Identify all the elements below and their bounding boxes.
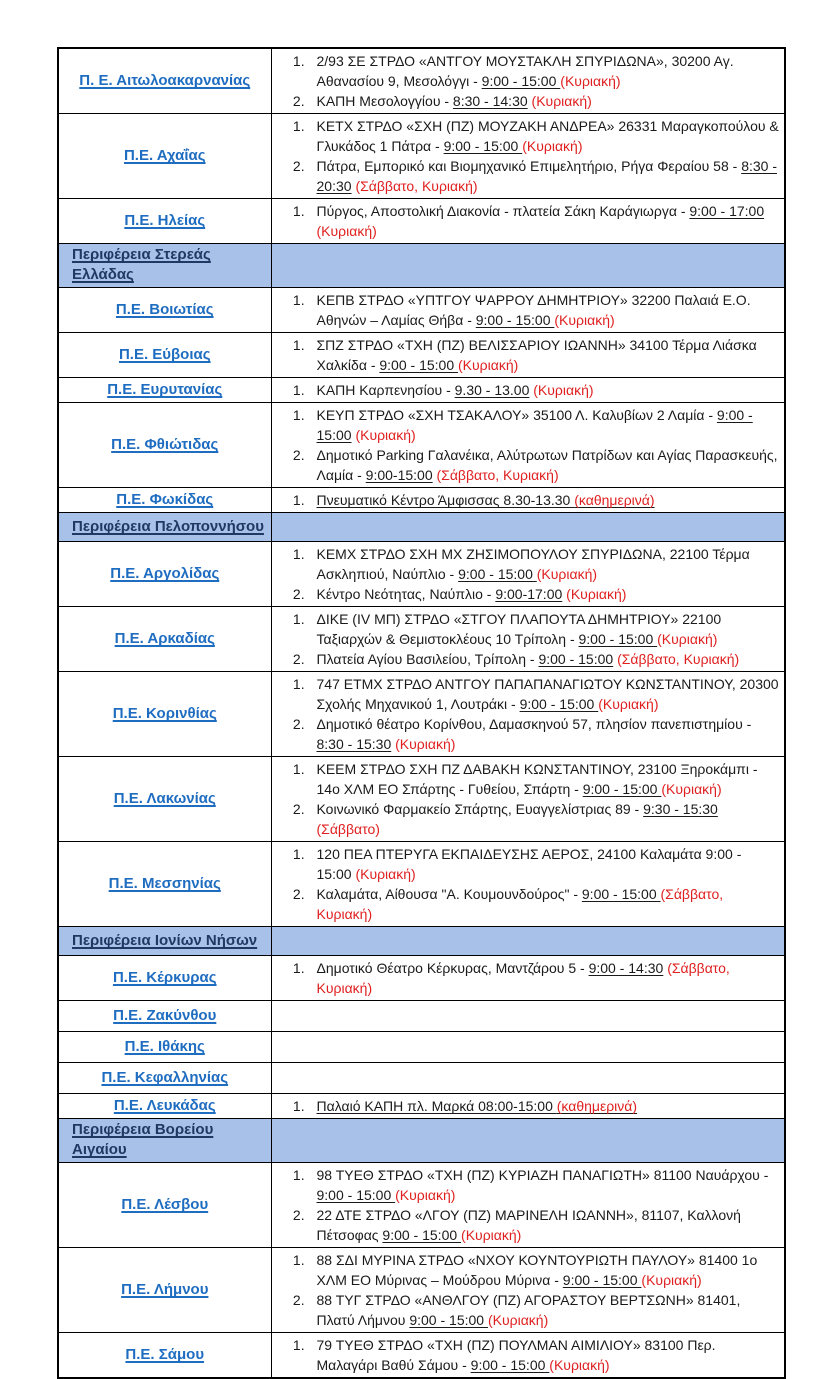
location-item [309,445,781,485]
region-row [58,1333,785,1379]
location-address-text: 22 ΔΤΕ ΣΤΡΔΟ «ΛΓΟΥ (ΠΖ) ΜΑΡΙΝΕΛΗ ΙΩΑΝΝΗ», 81107, Καλλονή Πέτσοφας [316,1207,741,1243]
region-name-label: Π.Ε. Κέρκυρας [112,969,217,986]
locations-list [272,1250,781,1330]
locations-list [272,958,781,998]
location-address-text: Δημοτικό Parking Γαλανέικα, Αλύτρωτων Πατρίδων και Αγίας Παρασκευής, Λαμία - [316,447,778,483]
location-hours-text: 9:00 - 15:00 [382,1227,462,1243]
region-name-label: Π.Ε. Ευρυτανίας [107,381,223,398]
region-name-cell [58,956,271,1001]
region-name-label: Π.Ε. Μεσσηνίας [108,875,221,892]
location-hours-text: 9:30 - 15:30 [643,801,718,817]
location-hours-text: 9:00 - 15:00 [481,73,561,89]
locations-cell [271,1001,785,1032]
location-item [309,649,781,669]
region-group-header-label: Περιφέρεια Βορείου Αιγαίου [72,1121,214,1158]
location-item [309,759,781,799]
region-row [58,114,785,199]
region-group-header-cell [58,244,271,288]
location-item [309,1335,781,1375]
region-row [58,488,785,513]
region-name-label: Π.Ε. Αργολίδας [110,565,220,582]
region-name-cell [58,757,271,842]
region-row [58,199,785,244]
location-address-text: Καλαμάτα, Αίθουσα "Α. Κουμουνδούρος" - [316,886,582,902]
region-name-cell [58,1248,271,1333]
location-days-text: (Κυριακή) [487,1312,549,1328]
location-item [309,674,781,714]
location-address-text: ΔΙΚΕ (ΙV ΜΠ) ΣΤΡΔΟ «ΣΤΓΟΥ ΠΛΑΠΟΥΤΑ ΔΗΜΗΤΡΙΟΥ» 22100 Ταξιαρχών & Θεμιστοκλέους 10 Τρίπολη - [316,611,722,647]
locations-list [272,759,781,839]
locations-cell [271,48,785,114]
locations-list [272,674,781,754]
region-row [58,1001,785,1032]
location-address-text: ΚΕΕΜ ΣΤΡΔΟ ΣΧΗ ΠΖ ΔΑΒΑΚΗ ΚΩΝΣΤΑΝΤΙΝΟΥ, 23100 Ξηροκάμπι - 14ο ΧΛΜ ΕΟ Σπάρτης - Γυθείου, Σπάρτη - [316,761,758,797]
locations-list [272,1096,781,1116]
locations-cell [271,1094,785,1119]
location-hours-text: 8:30 - 14:30 [452,93,528,109]
location-item [309,1165,781,1205]
region-row [58,1163,785,1248]
locations-cell [271,114,785,199]
location-item [309,799,781,839]
region-name-label: Π.Ε. Ζακύνθου [113,1007,217,1024]
location-days-text: (Κυριακή) [536,566,598,582]
locations-list [272,544,781,604]
locations-list [272,380,781,400]
location-hours-text: Πνευματικό Κέντρο Άμφισσας 8.30-13.30 [316,492,575,508]
location-hours-text: 9:00 - 15:00 [443,138,523,154]
locations-cell [271,956,785,1001]
location-hours-text: 9:00 - 15:00 [316,407,753,443]
region-name-cell [58,199,271,244]
location-days-text: (Κυριακή) [458,357,519,373]
schedule-table-body [58,48,785,1378]
location-days-text: (Κυριακή) [395,1187,456,1203]
locations-list [272,335,781,375]
location-item [309,844,781,884]
location-days-text: (Σάββατο, Κυριακή) [316,960,730,996]
locations-cell [271,1163,785,1248]
region-group-header-label: Περιφέρεια Πελοποννήσου [72,517,264,535]
region-name-label: Π.Ε. Σάμου [125,1346,205,1363]
location-item [309,1205,781,1245]
location-address-text: Δημοτικό Θέατρο Κέρκυρας, Μαντζάρου 5 - [316,960,589,976]
locations-list [272,490,781,510]
location-address-text: Δημοτικό θέατρο Κορίνθου, Δαμασκηνού 57, πλησίον πανεπιστημίου - [316,716,752,732]
region-name-label: Π.Ε. Φθιώτιδας [111,436,219,453]
location-days-text: (Σάββατο, Κυριακή) [355,178,478,194]
region-name-label: Π.Ε. Κορινθίας [112,705,217,722]
location-days-text: (Κυριακή) [316,223,377,239]
location-address-text: 120 ΠΕΑ ΠΤΕΡΥΓΑ ΕΚΠΑΙΔΕΥΣΗΣ ΑΕΡΟΣ, 24100 Καλαμάτα 9:00 - 15:00 [316,846,742,882]
locations-list [272,1335,781,1375]
region-name-label: Π.Ε. Λακωνίας [113,790,216,807]
location-address-text: Κοινωνικό Φαρμακείο Σπάρτης, Ευαγγελίστριας 89 - [316,801,644,817]
location-item [309,405,781,445]
location-days-text: (Κυριακή) [549,1357,610,1373]
location-item [309,51,781,91]
region-group-header-cell [58,927,271,956]
region-row [58,842,785,927]
locations-list [272,844,781,924]
location-item [309,156,781,196]
location-hours-text: Παλαιό ΚΑΠΗ πλ. Μαρκά 08:00-15:00 [316,1098,557,1114]
region-name-cell [58,1333,271,1379]
schedule-table [57,47,786,1379]
location-days-text: (Κυριακή) [598,696,659,712]
location-hours-text: 9:00 - 15:00 [475,312,555,328]
location-address-text: 88 ΣΔΙ ΜΥΡΙΝΑ ΣΤΡΔΟ «ΝΧΟΥ ΚΟΥΝΤΟΥΡΙΩΤΗ ΠΑΥΛΟΥ» 81400 1ο ΧΛΜ ΕΟ Μύρινας – Μούδρου Μύρινα - [316,1252,758,1288]
region-group-header-row [58,513,785,542]
location-days-text: (Κυριακή) [522,138,583,154]
location-hours-text: 9:00 - 15:00 [562,1272,642,1288]
location-hours-text: 9:00 - 15:00 [458,566,537,582]
region-name-cell [58,488,271,513]
location-hours-text: 9:00-15:00 [365,467,433,483]
location-item [309,544,781,584]
region-group-header-spacer-cell [271,1119,785,1163]
region-group-header-row [58,927,785,956]
region-name-cell [58,1094,271,1119]
locations-cell [271,378,785,403]
location-item [309,490,781,510]
region-name-cell [58,542,271,607]
location-days-text: (καθημερινά) [574,492,655,508]
region-name-cell [58,333,271,378]
location-address-text: 88 ΤΥΓ ΣΤΡΔΟ «ΑΝΘΛΓΟΥ (ΠΖ) ΑΓΟΡΑΣΤΟΥ ΒΕΡΤΣΩΝΗ» 81401, Πλατύ Λήμνου [316,1292,741,1328]
location-days-text: (Κυριακή) [533,382,594,398]
region-name-label: Π.Ε. Λευκάδας [113,1097,216,1114]
location-item [309,884,781,924]
region-group-header-row [58,1119,785,1163]
location-days-text: (Σάββατο) [316,821,380,837]
location-days-text: (Κυριακή) [641,1272,702,1288]
region-row [58,757,785,842]
location-address-text: ΚΕΥΠ ΣΤΡΔΟ «ΣΧΗ ΤΣΑΚΑΛΟΥ» 35100 Λ. Καλυβίων 2 Λαμία - [316,407,717,423]
region-row [58,1032,785,1063]
location-address-text: 2/93 ΣΕ ΣΤΡΔΟ «ΑΝΤΓΟΥ ΜΟΥΣΤΑΚΛΗ ΣΠΥΡΙΔΩΝΑ», 30200 Αγ. Αθανασίου 9, Μεσολόγγι - [316,53,734,89]
location-hours-text: 9:00 - 17:00 [689,203,765,219]
region-name-label: Π.Ε. Ιθάκης [124,1038,205,1055]
locations-cell [271,1248,785,1333]
location-days-text: (Σάββατο, Κυριακή) [617,651,740,667]
locations-cell [271,333,785,378]
region-row [58,1094,785,1119]
location-days-text: (Κυριακή) [661,781,722,797]
region-row [58,672,785,757]
location-days-text: (Κυριακή) [657,631,718,647]
region-name-label: Π.Ε. Κεφαλληνίας [101,1069,229,1086]
location-days-text: (Κυριακή) [560,73,621,89]
region-group-header-label: Περιφέρεια Ιονίων Νήσων [72,931,258,949]
locations-list [272,609,781,669]
location-hours-text: 9:00 - 14:30 [588,960,664,976]
region-row [58,378,785,403]
location-item [309,1096,781,1116]
location-item [309,958,781,998]
location-address-text: 747 ΕΤΜΧ ΣΤΡΔΟ ΑΝΤΓΟΥ ΠΑΠΑΠΑΝΑΓΙΩΤΟΥ ΚΩΝΣΤΑΝΤΙΝΟΥ, 20300 Σχολής Μηχανικού 1, Λουτράκι - [316,676,779,712]
locations-list [272,116,781,196]
location-address-text: Πλατεία Αγίου Βασιλείου, Τρίπολη - [316,651,539,667]
location-item [309,201,781,241]
location-item [309,609,781,649]
location-days-text: (Κυριακή) [395,736,456,752]
region-name-label: Π.Ε. Λήμνου [121,1281,209,1298]
region-row [58,607,785,672]
location-hours-text: 9:00 - 15:00 [582,781,662,797]
location-days-text: (Σάββατο, Κυριακή) [316,886,724,922]
region-group-header-label: Περιφέρεια Στερεάς Ελλάδας [72,246,211,283]
region-name-label: Π.Ε. Ηλείας [124,212,206,229]
region-name-cell [58,114,271,199]
region-name-cell [58,1063,271,1094]
location-days-text: (καθημερινά) [556,1098,638,1114]
location-days-text: (Κυριακή) [355,427,416,443]
locations-cell [271,757,785,842]
region-name-label: Π.Ε. Εύβοιας [118,346,211,363]
location-address-text: ΚΑΠΗ Καρπενησίου - [316,382,455,398]
region-group-header-row [58,244,785,288]
location-item [309,91,781,111]
location-address-text: ΚΑΠΗ Μεσολογγίου - [316,93,453,109]
location-address-text: 79 ΤΥΕΘ ΣΤΡΔΟ «ΤΧΗ (ΠΖ) ΠΟΥΛΜΑΝ ΑΙΜΙΛΙΟΥ» 83100 Περ. Μαλαγάρι Βαθύ Σάμου - [316,1337,716,1373]
location-item [309,584,781,604]
location-item [309,335,781,375]
locations-list [272,290,781,330]
locations-cell [271,542,785,607]
location-item [309,1290,781,1330]
locations-list [272,1165,781,1245]
locations-cell [271,1032,785,1063]
region-name-cell [58,607,271,672]
location-hours-text: 9:00 - 15:00 [519,696,599,712]
region-name-label: Π.Ε. Λέσβου [121,1196,209,1213]
region-name-cell [58,1163,271,1248]
region-group-header-cell [58,513,271,542]
location-hours-text: 9:00 - 15:00 [470,1357,550,1373]
location-address-text: ΚΕΠΒ ΣΤΡΔΟ «ΥΠΤΓΟΥ ΨΑΡΡΟΥ ΔΗΜΗΤΡΙΟΥ» 32200 Παλαιά Ε.Ο. Αθηνών – Λαμίας Θήβα - [316,292,751,328]
region-name-cell [58,1001,271,1032]
location-hours-text: 9:00-17:00 [495,586,563,602]
location-hours-text: 9:00 - 15:00 [578,631,658,647]
locations-cell [271,1063,785,1094]
location-days-text: (Κυριακή) [566,586,627,602]
location-hours-text: 9:00 - 15:00 [538,651,614,667]
location-address-text: Κέντρο Νεότητας, Ναύπλιο - [316,586,496,602]
location-address-text: ΚΕΜΧ ΣΤΡΔΟ ΣΧΗ ΜΧ ΖΗΣΙΜΟΠΟΥΛΟΥ ΣΠΥΡΙΔΩΝΑ, 22100 Τέρμα Ασκληπιού, Ναύπλιο - [316,546,750,582]
locations-cell [271,842,785,927]
location-days-text: (Σάββατο, Κυριακή) [436,467,559,483]
region-group-header-cell [58,1119,271,1163]
region-group-header-spacer-cell [271,244,785,288]
region-row [58,1063,785,1094]
location-address-text: ΚΕΤΧ ΣΤΡΔΟ «ΣΧΗ (ΠΖ) ΜΟΥΖΑΚΗ ΑΝΔΡΕΑ» 26331 Μαραγκοπούλου & Γλυκάδος 1 Πάτρα - [316,118,779,154]
region-row [58,403,785,488]
region-name-cell [58,1032,271,1063]
region-name-cell [58,48,271,114]
region-name-cell [58,378,271,403]
region-row [58,333,785,378]
region-row [58,542,785,607]
location-hours-text: 9:00 - 15:00 [581,886,661,902]
locations-cell [271,1333,785,1379]
region-name-label: Π.Ε. Αρκαδίας [114,630,215,647]
region-name-label: Π.Ε. Φωκίδας [116,491,214,508]
location-hours-text: 9:00 - 15:00 [379,357,458,373]
locations-cell [271,488,785,513]
location-address-text: ΣΠΖ ΣΤΡΔΟ «ΤΧΗ (ΠΖ) ΒΕΛΙΣΣΑΡΙΟΥ ΙΩΑΝΝΗ» 34100 Τέρμα Λιάσκα Χαλκίδα - [316,337,757,373]
location-days-text: (Κυριακή) [355,866,416,882]
location-hours-text: 9:00 - 15:00 [409,1312,488,1328]
region-row [58,1248,785,1333]
locations-cell [271,607,785,672]
location-item [309,290,781,330]
locations-cell [271,288,785,333]
region-row [58,288,785,333]
region-name-label: Π. Ε. Αιτωλοακαρνανίας [79,72,251,89]
region-name-cell [58,842,271,927]
location-hours-text: 9:00 - 15:00 [316,1187,396,1203]
location-hours-text: 8:30 - 15:30 [316,736,392,752]
region-name-label: Π.Ε. Βοιωτίας [115,301,214,318]
location-item [309,116,781,156]
location-days-text: (Κυριακή) [554,312,615,328]
region-name-cell [58,672,271,757]
location-address-text: 98 ΤΥΕΘ ΣΤΡΔΟ «ΤΧΗ (ΠΖ) ΚΥΡΙΑΖΗ ΠΑΝΑΓΙΩΤΗ» 81100 Ναυάρχου - [316,1167,769,1183]
region-name-label: Π.Ε. Αχαΐας [123,147,206,164]
region-name-cell [58,288,271,333]
location-address-text: Πάτρα, Εμπορικό και Βιομηχανικό Επιμελητήριο, Ρήγα Φεραίου 58 - [316,158,742,174]
region-row [58,48,785,114]
location-days-text: (Κυριακή) [531,93,592,109]
region-row [58,956,785,1001]
location-hours-text: 9.30 - 13.00 [454,382,530,398]
locations-cell [271,672,785,757]
location-days-text: (Κυριακή) [461,1227,522,1243]
region-name-cell [58,403,271,488]
locations-cell [271,199,785,244]
locations-list [272,201,781,241]
location-hours-text: 8:30 - 20:30 [316,158,777,194]
region-group-header-spacer-cell [271,927,785,956]
locations-cell [271,403,785,488]
location-address-text: Πύργος, Αποστολική Διακονία - πλατεία Σάκη Καράγιωργα - [316,203,690,219]
location-item [309,714,781,754]
locations-list [272,405,781,485]
location-item [309,380,781,400]
locations-list [272,51,781,111]
location-item [309,1250,781,1290]
region-group-header-spacer-cell [271,513,785,542]
